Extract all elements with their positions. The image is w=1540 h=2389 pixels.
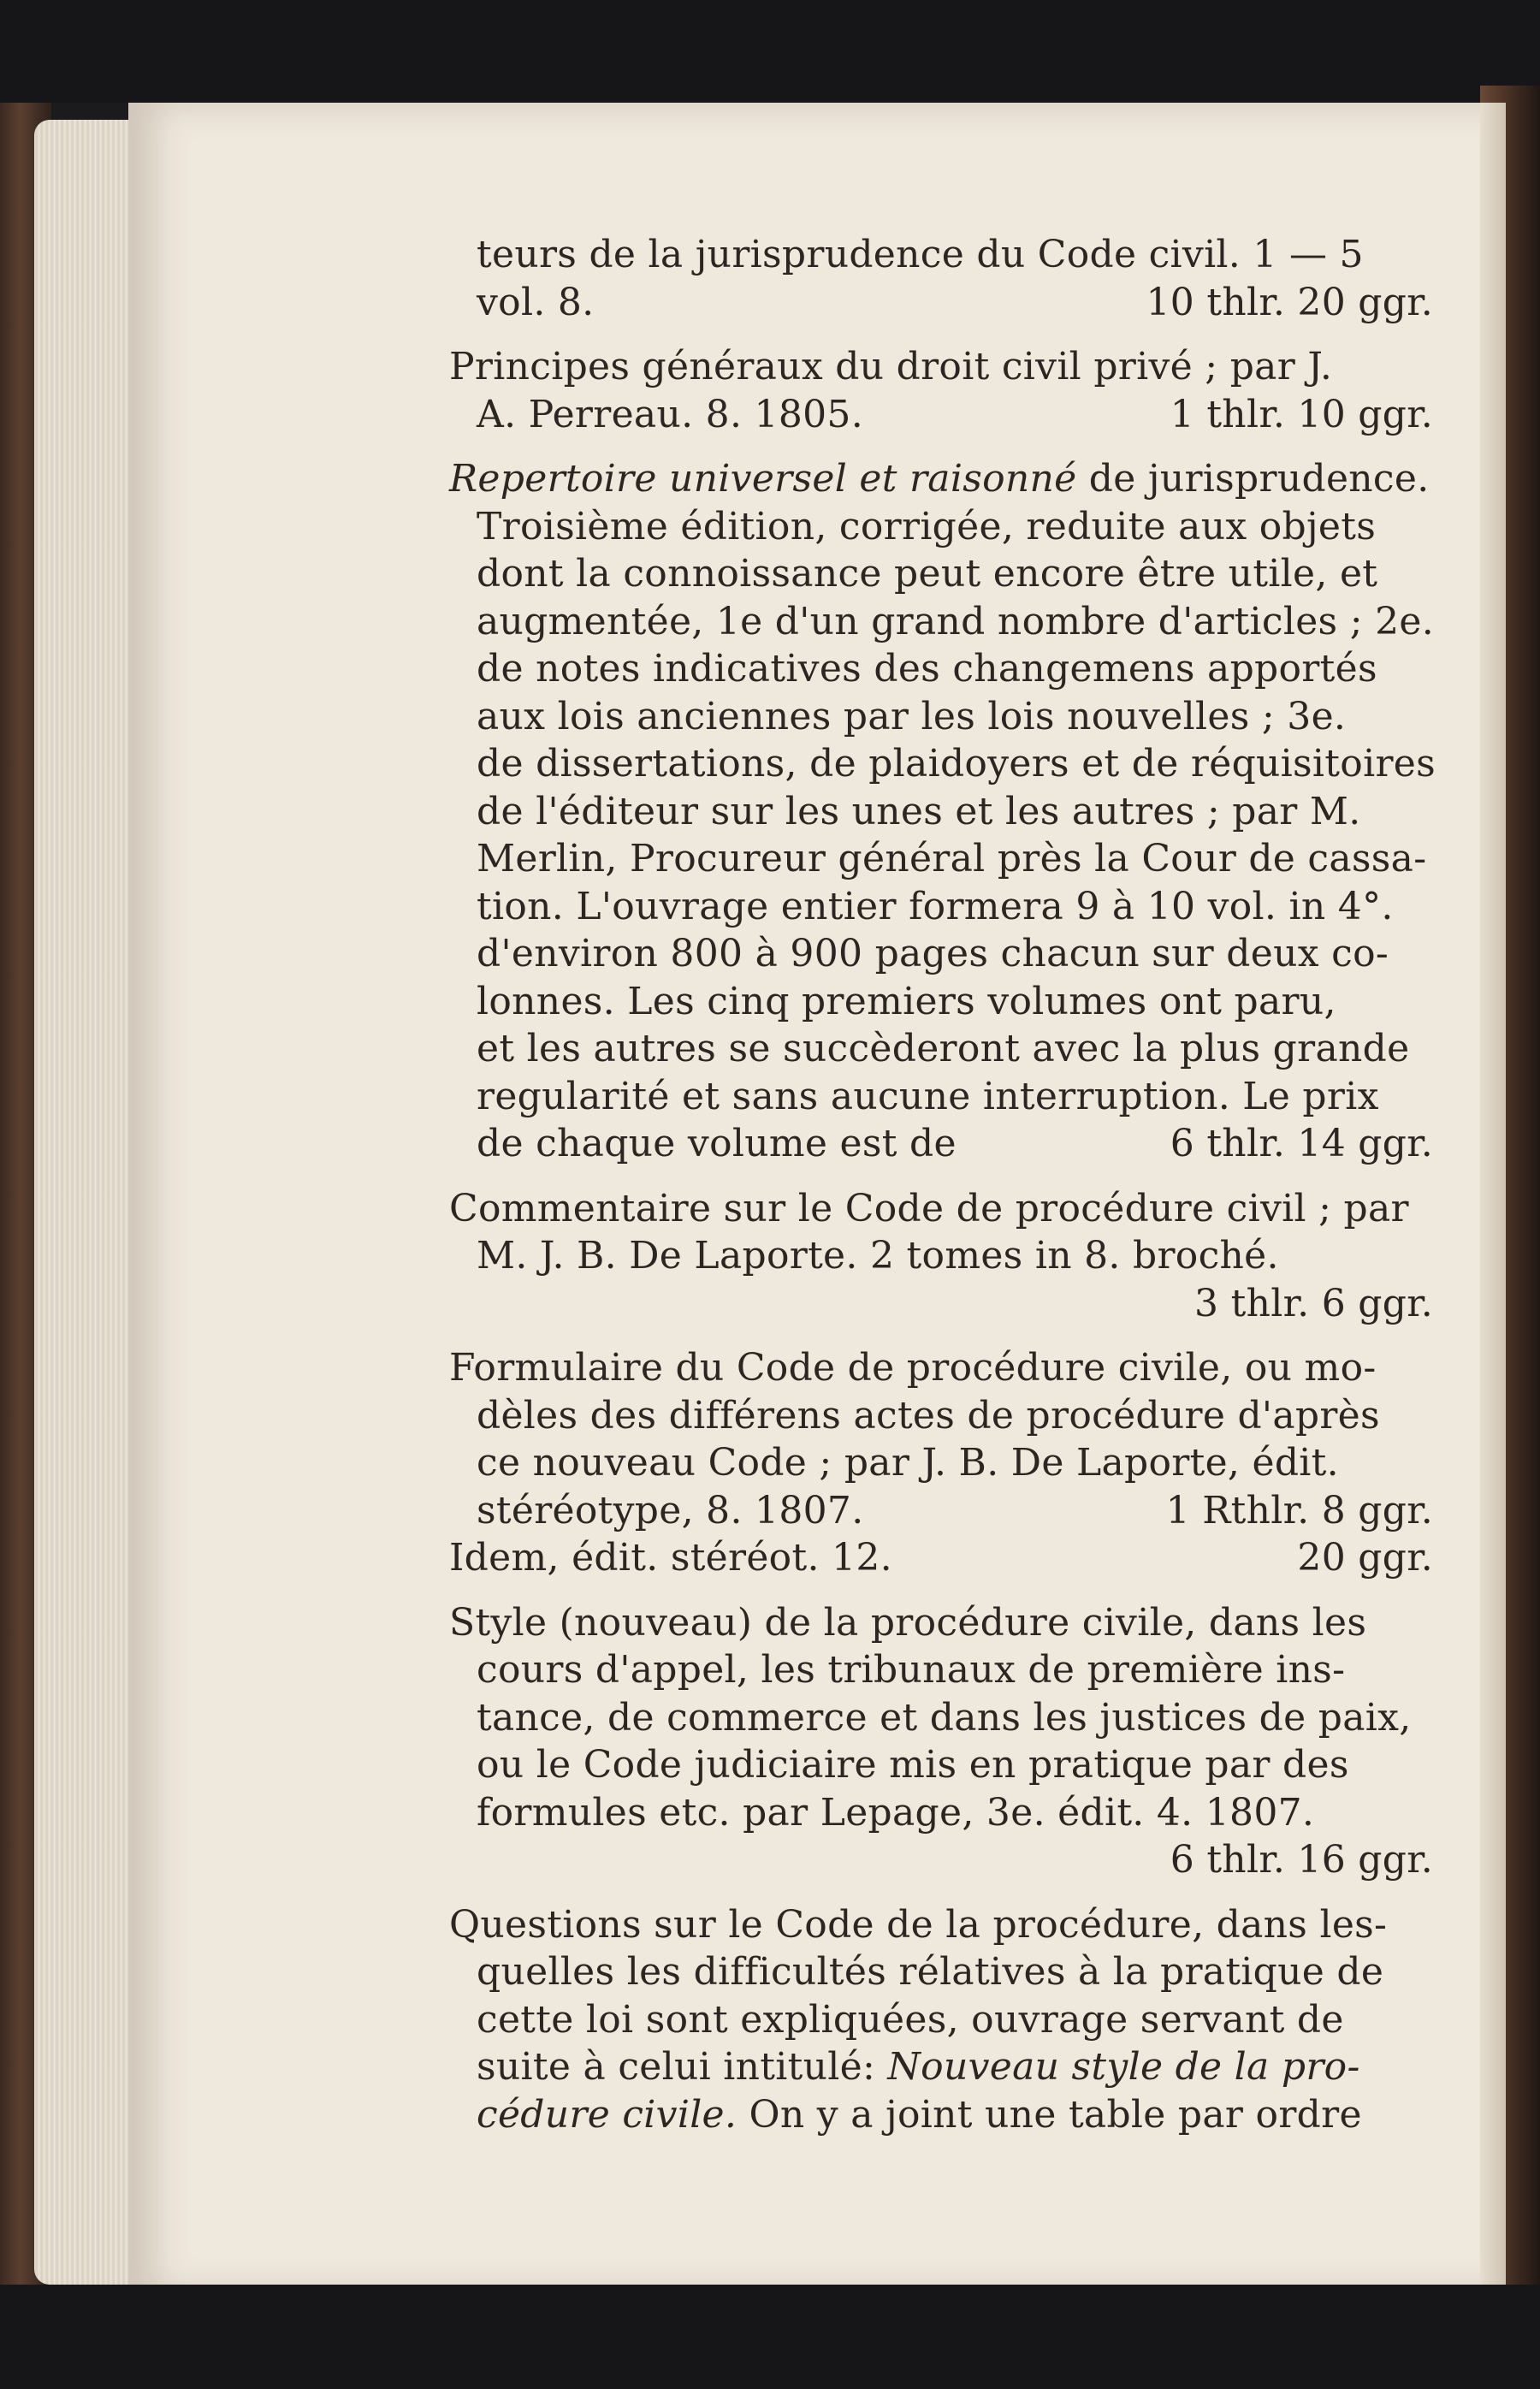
line-text: d'environ 800 à 900 pages chacun sur deux co- (477, 932, 1389, 975)
page-right-edge (1480, 103, 1506, 2293)
line-text: stéréotype, 8. 1807. (477, 1488, 864, 1532)
text-line (449, 2043, 1433, 2091)
text-line (449, 231, 1433, 279)
line-text: Merlin, Procureur général près la Cour de cassa- (477, 837, 1427, 880)
text-line (449, 1646, 1433, 1694)
text-line (449, 788, 1433, 836)
price: 6 thlr. 14 ggr. (1170, 1122, 1433, 1165)
text-line (449, 1836, 1433, 1884)
line-text: tance, de commerce et dans les justices de paix, (477, 1695, 1412, 1740)
text-line (449, 1025, 1433, 1073)
line-text: dèles des différens actes de procédure d'après (477, 1393, 1380, 1438)
text-line (449, 645, 1433, 693)
line-text: de chaque volume est de (477, 1122, 957, 1165)
line-text: Idem, édit. stéréot. 12. (449, 1536, 892, 1580)
line-text: Style (nouveau) de la procédure civile, dans les (449, 1600, 1367, 1645)
entry-first-line (449, 1534, 1433, 1582)
text-line (449, 1120, 1433, 1168)
line-text: Questions sur le Code de la procédure, dans les- (449, 1902, 1388, 1947)
text-line (449, 279, 1433, 327)
text-line (449, 503, 1433, 551)
line-text: vol. 8. (477, 280, 595, 324)
text-line (449, 1439, 1433, 1487)
entry-first-line (449, 1344, 1433, 1392)
text-line (449, 835, 1433, 883)
text-line (449, 1280, 1433, 1328)
text-line (449, 1996, 1433, 2044)
text-line (449, 693, 1433, 741)
line-text: cette loi sont expliquées, ouvrage servant de (477, 1997, 1344, 2042)
text-line (449, 1232, 1433, 1280)
text-line (449, 1392, 1433, 1440)
line-text: teurs de la jurisprudence du Code civil. 1 — 5 (477, 233, 1364, 276)
text-normal: suite à celui intitulé: (477, 2045, 888, 2089)
line-text: aux lois anciennes par les lois nouvelles ; 3e. (477, 694, 1347, 738)
text-line (449, 740, 1436, 788)
line-text: Commentaire sur le Code de procédure civil ; par (449, 1186, 1409, 1230)
text-line (449, 1073, 1433, 1121)
line-text: regularité et sans aucune interruption. Le prix (477, 1074, 1379, 1118)
line-text: lonnes. Les cinq premiers volumes ont paru, (477, 979, 1336, 1023)
line-text: Formulaire du Code de procédure civile, ou mo- (449, 1346, 1377, 1390)
price: 10 thlr. 20 ggr. (1146, 280, 1433, 324)
text-line (449, 883, 1433, 931)
line-text: ce nouveau Code ; par J. B. De Laporte, édit. (477, 1441, 1339, 1485)
line-text: quelles les difficultés rélatives à la pratique de (477, 1950, 1384, 1994)
background-bottom (0, 2285, 1540, 2389)
text-line (449, 1741, 1433, 1789)
price: 1 thlr. 10 ggr. (1170, 392, 1433, 436)
line-text: de l'éditeur sur les unes et les autres ; par M. (477, 789, 1361, 833)
text-line (449, 1487, 1433, 1535)
price: 3 thlr. 6 ggr. (1194, 1281, 1433, 1325)
entry-first-line (449, 1599, 1433, 1647)
line-text: formules etc. par Lepage, 3e. édit. 4. 1807. (477, 1790, 1315, 1835)
entry-first-line (449, 1901, 1433, 1949)
text-line (449, 1948, 1433, 1996)
text-line (449, 1694, 1433, 1742)
entry-first-line (449, 343, 1433, 391)
entry-title (449, 455, 1430, 503)
line-text: de notes indicatives des changemens apportés (477, 647, 1377, 691)
title-rest: de jurisprudence. (1076, 457, 1430, 501)
entry-first-line (449, 1185, 1433, 1233)
text-italic: Nouveau style de la pro- (887, 2045, 1360, 2089)
text-line (449, 930, 1433, 978)
price: 6 thlr. 16 ggr. (1170, 1838, 1433, 1882)
text-normal: On y a joint une table par ordre (737, 2092, 1362, 2137)
text-line (449, 978, 1433, 1026)
line-text: ou le Code judiciaire mis en pratique par des (477, 1743, 1349, 1787)
page-edges-stack (34, 120, 137, 2285)
line-text: cours d'appel, les tribunaux de première ins- (477, 1648, 1346, 1692)
line-text: Troisième édition, corrigée, reduite aux objets (477, 504, 1377, 548)
line-text: augmentée, 1e d'un grand nombre d'articles ; 2e. (477, 599, 1435, 643)
price: 1 Rthlr. 8 ggr. (1165, 1488, 1433, 1532)
text-italic: cédure civile. (477, 2092, 737, 2137)
line-text: A. Perreau. 8. 1805. (477, 392, 863, 436)
line-text (477, 2043, 1360, 2091)
line-text (477, 2091, 1362, 2139)
page-text (449, 231, 1436, 2138)
text-line (449, 550, 1433, 598)
price: 20 ggr. (1297, 1536, 1433, 1580)
text-line (449, 2091, 1433, 2139)
line-text: Principes généraux du droit civil privé ; par J. (449, 345, 1333, 388)
text-line (449, 598, 1433, 646)
line-text: tion. L'ouvrage entier formera 9 à 10 vol. in 4°. (477, 884, 1394, 928)
line-text: M. J. B. De Laporte. 2 tomes in 8. broché. (477, 1234, 1279, 1277)
line-text: de dissertations, de plaidoyers et de réquisitoires (477, 742, 1436, 785)
line-text: et les autres se succèderont avec la plus grande (477, 1027, 1410, 1070)
background-top (0, 0, 1540, 103)
line-text: dont la connoissance peut encore être utile, et (477, 552, 1378, 596)
text-line (449, 391, 1433, 439)
title-italic: Repertoire universel et raisonné (449, 457, 1077, 501)
entry-first-line (449, 455, 1433, 503)
text-line (449, 1789, 1433, 1837)
